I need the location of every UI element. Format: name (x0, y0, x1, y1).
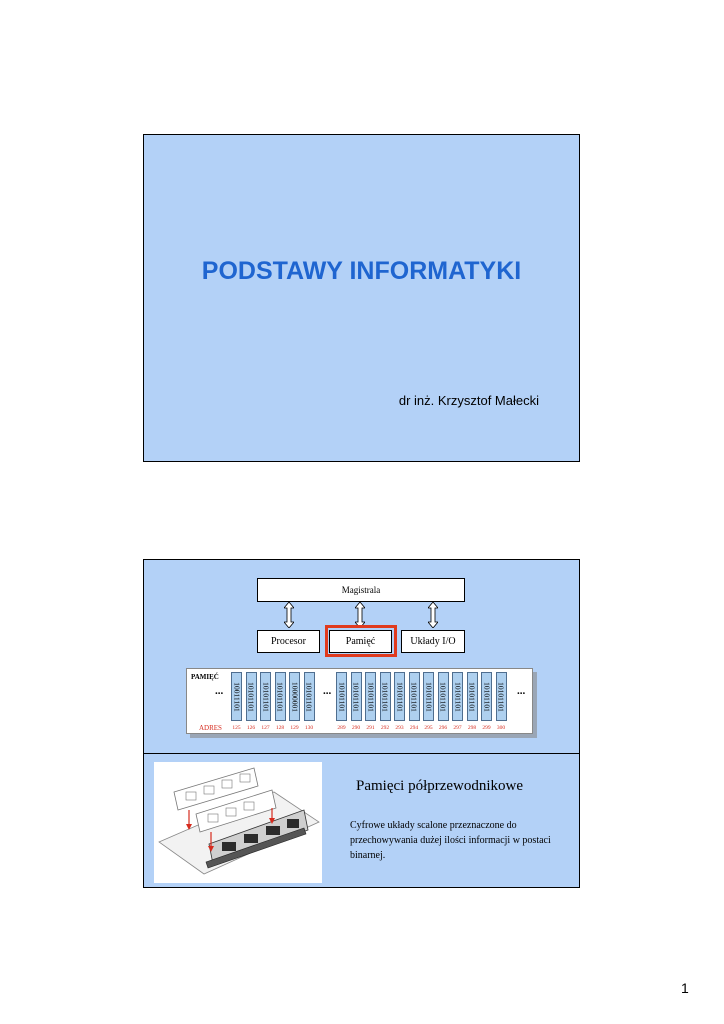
memory-cell (467, 672, 478, 721)
memory-address: 292 (380, 725, 390, 731)
memory-address: 128 (275, 725, 285, 731)
slide-title: PODSTAWY INFORMATYKI (201, 257, 522, 285)
memory-cell (409, 672, 420, 721)
slide-subtitle: Pamięci półprzewodnikowe (356, 778, 524, 794)
memory-cell-value: 10101101 (337, 681, 346, 712)
processor-box: Procesor (257, 630, 320, 653)
memory-cell (246, 672, 257, 721)
bus-box: Magistrala (257, 578, 465, 602)
memory-cell (231, 672, 242, 721)
memory-cell-value: 10101101 (409, 681, 419, 712)
memory-address: 129 (290, 725, 299, 731)
memory-cell-value: 10101101 (482, 681, 491, 712)
double-arrow-icon (284, 602, 294, 628)
memory-cell-value: 10101101 (304, 681, 314, 712)
memory-cell (351, 672, 362, 721)
memory-address: 293 (395, 725, 404, 731)
memory-address: 298 (467, 725, 477, 731)
memory-cell (481, 672, 492, 721)
memory-cell (496, 672, 507, 721)
memory-address: 299 (482, 725, 491, 731)
ellipsis-middle: ... (323, 685, 332, 697)
memory-address: 294 (409, 725, 419, 731)
memory-cell (380, 672, 391, 721)
memory-cell-value: 10101101 (380, 681, 390, 712)
memory-cell-value: 10000001 (290, 681, 299, 712)
memory-address: 291 (366, 725, 375, 731)
memory-cell-value: 10101101 (438, 681, 448, 712)
memory-panel (186, 668, 533, 734)
memory-address: 126 (246, 725, 256, 731)
memory-address: 127 (261, 725, 270, 731)
ram-module-illustration (154, 762, 322, 883)
memory-cell-value: 10101101 (351, 681, 361, 712)
double-arrow-icon (428, 602, 438, 628)
memory-cell-value: 10101101 (261, 681, 270, 712)
slide-description: Cyfrowe układy scalone przeznaczone do przechowywania dużej ilości informacji w postaci binarnej. (350, 820, 551, 861)
memory-address: 125 (232, 725, 241, 731)
memory-cell-value: 10101101 (424, 681, 433, 712)
memory-address: 130 (304, 725, 314, 731)
address-label: ADRES (199, 724, 222, 732)
memory-cell (365, 672, 376, 721)
memory-cell-value: 10101101 (395, 681, 404, 712)
memory-cell-value: 10101101 (467, 681, 477, 712)
memory-cell (452, 672, 463, 721)
page-number: 1 (681, 980, 689, 996)
memory-cell-value: 10101101 (246, 681, 256, 712)
memory-cell-value: 10101101 (366, 681, 375, 712)
memory-cell-value: 10101101 (453, 681, 462, 712)
memory-address: 297 (453, 725, 462, 731)
memory-cell (423, 672, 434, 721)
memory-address: 289 (337, 725, 346, 731)
ellipsis-left: ... (215, 685, 224, 697)
memory-cell (260, 672, 271, 721)
memory-cell (394, 672, 405, 721)
slide-divider (144, 753, 579, 754)
memory-box: Pamięć (329, 630, 392, 653)
memory-cell-value: 10011101 (232, 681, 241, 712)
memory-label: PAMIĘĆ (191, 673, 219, 681)
slide-author: dr inż. Krzysztof Małecki (398, 393, 539, 408)
memory-cell (336, 672, 347, 721)
memory-cell (275, 672, 286, 721)
memory-cell (304, 672, 315, 721)
memory-address: 290 (351, 725, 361, 731)
io-box: Układy I/O (401, 630, 465, 653)
memory-cell-value: 10101101 (275, 681, 285, 712)
memory-cell-value: 10101101 (496, 681, 506, 712)
memory-address: 300 (496, 725, 506, 731)
memory-cell (438, 672, 449, 721)
memory-slide (143, 559, 580, 888)
title-slide (143, 134, 580, 462)
memory-address: 295 (424, 725, 433, 731)
memory-cell (289, 672, 300, 721)
memory-address: 296 (438, 725, 448, 731)
ellipsis-right: ... (517, 685, 526, 697)
